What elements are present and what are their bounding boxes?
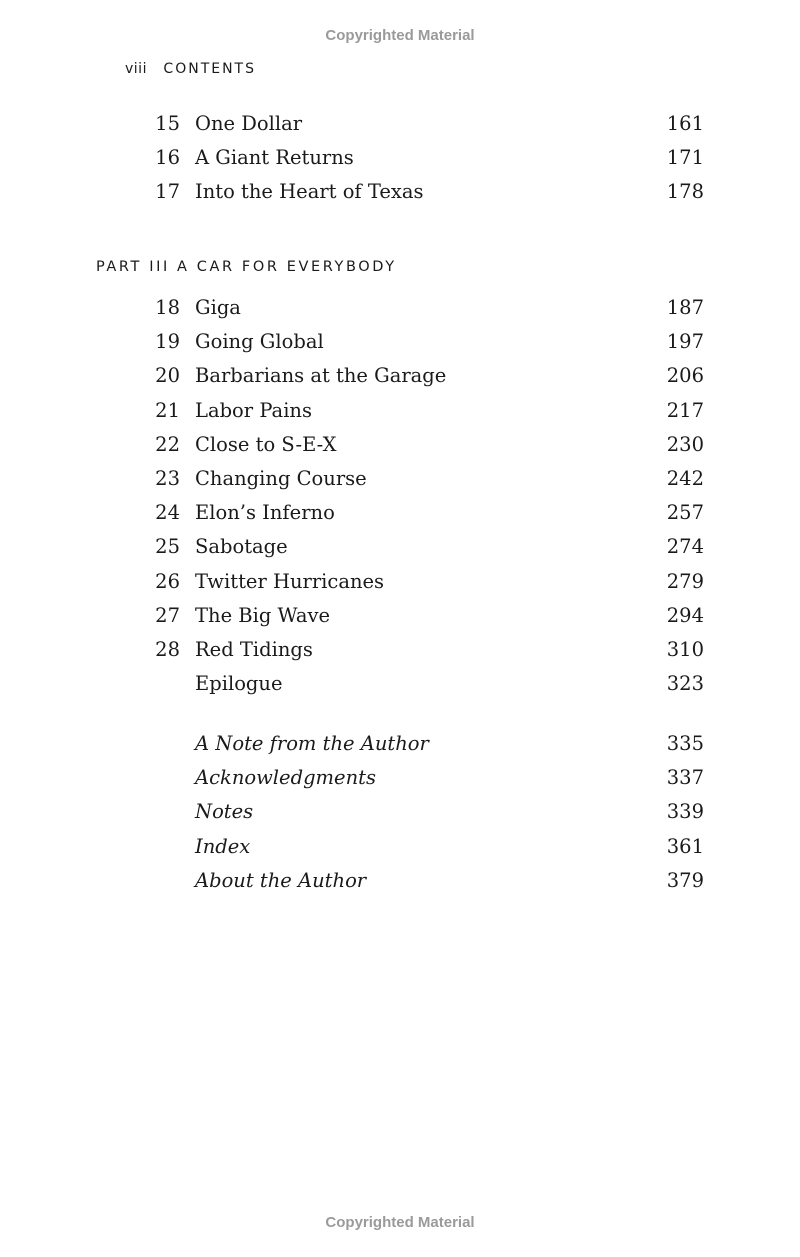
toc-entry[interactable] [0,498,800,532]
page-number: 161 [666,112,704,135]
chapter-title: Into the Heart of Texas [195,180,424,204]
toc-entry[interactable] [0,866,800,900]
toc-entry[interactable] [0,177,800,211]
page-number: 178 [666,180,704,204]
chapter-number: 15 [155,112,180,135]
chapter-title: One Dollar [195,112,303,135]
page-folio: viii [125,61,147,77]
watermark-bottom: Copyrighted Material [325,1214,475,1231]
back-matter-title: Notes [195,800,254,824]
toc-entry[interactable] [0,430,800,464]
chapter-number: 21 [155,398,180,422]
chapter-number: 25 [155,535,180,559]
page-number: 242 [666,466,704,490]
chapter-number: 18 [155,296,180,319]
chapter-title: Barbarians at the Garage [195,364,447,388]
page-number: 294 [666,603,704,627]
running-head-title: CONTENTS [163,61,256,77]
chapter-number: 23 [155,466,180,490]
page-number: 323 [666,672,704,696]
page-number: 257 [666,501,704,525]
chapter-title: Changing Course [195,466,367,490]
chapter-number: 28 [155,637,180,661]
chapter-title: Epilogue [195,672,283,696]
chapter-title: A Giant Returns [195,146,354,170]
page-number: 337 [666,766,704,790]
chapter-title: Labor Pains [195,398,312,422]
toc-entry[interactable] [0,327,800,361]
chapter-title: Giga [195,296,241,319]
toc-entry[interactable] [0,464,800,498]
back-matter-title: About the Author [195,868,367,892]
page-number: 279 [666,569,704,593]
page-number: 206 [666,364,704,388]
toc-entry[interactable] [0,635,800,669]
toc-entry[interactable] [0,143,800,177]
page-number: 335 [666,732,704,755]
chapter-number: 20 [155,364,180,388]
toc-entry[interactable] [0,567,800,601]
chapter-number: 27 [155,603,180,627]
chapter-title: Going Global [195,330,324,354]
toc-entry[interactable] [0,396,800,430]
part-heading: PART III A CAR FOR EVERYBODY [96,259,397,275]
toc-part-continuation [0,109,800,212]
chapter-title: Close to S-E-X [195,432,337,456]
chapter-title: Red Tidings [195,637,313,661]
chapter-title: Twitter Hurricanes [195,569,385,593]
page-number: 217 [666,398,704,422]
chapter-number: 26 [155,569,180,593]
page-number: 171 [666,146,704,170]
toc-entry[interactable] [0,763,800,797]
running-head [125,61,256,77]
page-number: 187 [666,296,704,319]
toc-entry[interactable] [0,832,800,866]
toc-entry[interactable] [0,109,800,143]
chapter-number: 16 [155,146,180,170]
chapter-title: Elon’s Inferno [195,501,335,525]
chapter-title: Sabotage [195,535,288,559]
toc-entry[interactable] [0,729,800,763]
chapter-number: 22 [155,432,180,456]
page-number: 361 [666,834,704,858]
toc-back-matter [0,729,800,900]
toc-entry[interactable] [0,797,800,831]
back-matter-title: Acknowledgments [195,766,376,790]
toc-entry[interactable] [0,532,800,566]
toc-entry[interactable] [0,601,800,635]
toc-entry[interactable] [0,361,800,395]
chapter-number: 24 [155,501,180,525]
page-number: 379 [666,868,704,892]
page-number: 197 [666,330,704,354]
page-number: 230 [666,432,704,456]
chapter-number: 19 [155,330,180,354]
toc-entry[interactable] [0,669,800,703]
watermark-top: Copyrighted Material [325,27,475,44]
chapter-title: The Big Wave [195,603,331,627]
page-number: 274 [666,535,704,559]
page-number: 310 [666,637,704,661]
toc-part-three [0,293,800,703]
back-matter-title: Index [195,834,251,858]
page-number: 339 [666,800,704,824]
toc-entry[interactable] [0,293,800,327]
chapter-number: 17 [155,180,180,204]
back-matter-title: A Note from the Author [195,732,429,755]
